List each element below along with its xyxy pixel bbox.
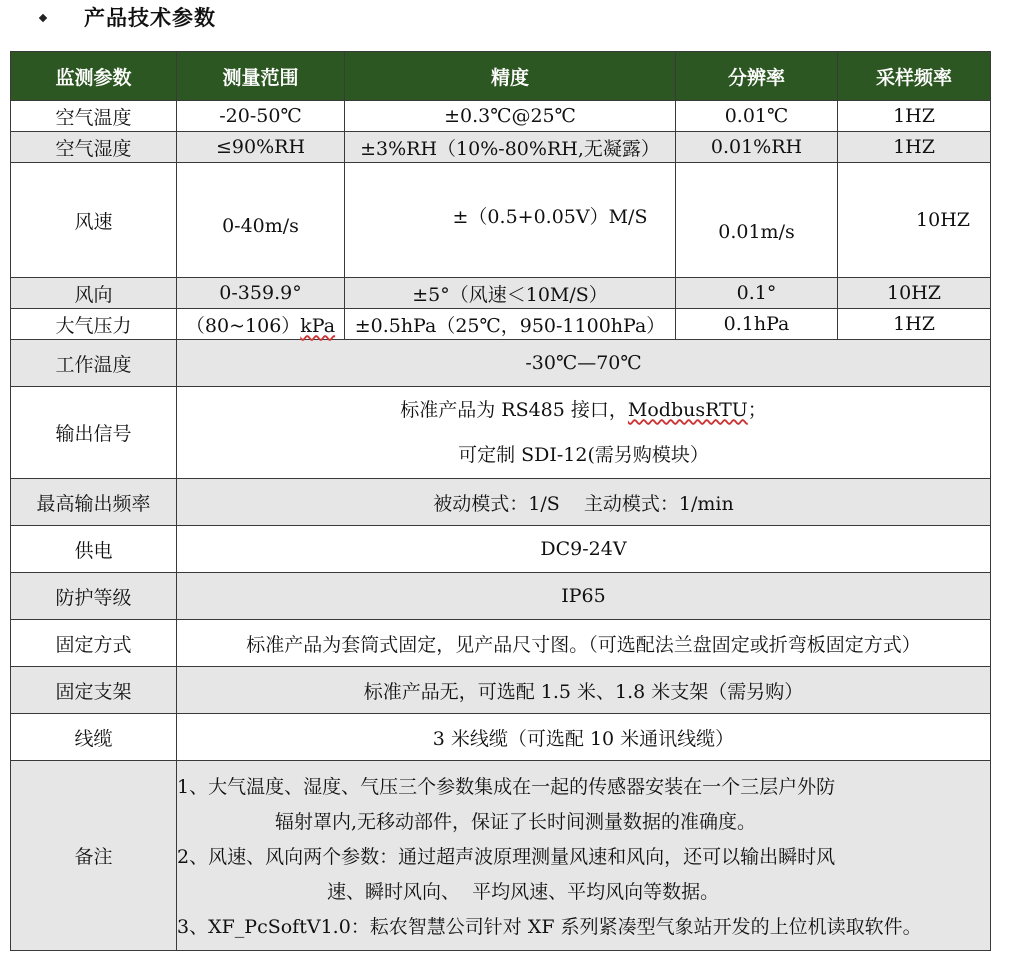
param-name: 风向 <box>11 278 177 309</box>
output-line-2: 可定制 SDI-12(需另购模块） <box>458 443 709 466</box>
table-row <box>11 620 991 667</box>
protection-label: 防护等级 <box>11 573 177 620</box>
sampling-cell: 1HZ <box>838 132 991 163</box>
range-cell <box>177 309 345 340</box>
mount-value: 标准产品为套筒式固定，见产品尺寸图。（可选配法兰盘固定或折弯板固定方式） <box>177 620 991 667</box>
sampling-cell: 10HZ <box>838 163 991 278</box>
range-cell: -20-50℃ <box>177 101 345 132</box>
range-cell: 0-40m/s <box>177 163 345 278</box>
accuracy-cell: ±3%RH（10%-80%RH,无凝露） <box>345 132 676 163</box>
accuracy-cell: ±0.3℃@25℃ <box>345 101 676 132</box>
diamond-bullet-icon <box>39 14 47 22</box>
cable-value: 3 米线缆（可选配 10 米通讯线缆） <box>177 714 991 761</box>
work-temp-value: -30℃—70℃ <box>177 340 991 387</box>
table-row <box>11 667 991 714</box>
param-name: 空气温度 <box>11 101 177 132</box>
mount-label: 固定方式 <box>11 620 177 667</box>
header-cell: 精度 <box>345 52 676 101</box>
sampling-cell: 1HZ <box>838 309 991 340</box>
output-line-1: 标准产品为 RS485 接口，ModbusRTU； <box>400 398 767 421</box>
note-1a: 1、大气温度、湿度、气压三个参数集成在一起的传感器安装在一个三层户外防 <box>177 776 836 798</box>
table-row <box>11 714 991 761</box>
table-row <box>11 163 991 278</box>
cable-label: 线缆 <box>11 714 177 761</box>
protection-value: IP65 <box>177 573 991 620</box>
bracket-value: 标准产品无，可选配 1.5 米、1.8 米支架（需另购） <box>177 667 991 714</box>
header-cell: 采样频率 <box>838 52 991 101</box>
range-cell: ≤90%RH <box>177 132 345 163</box>
note-3: 3、XF_PcSoftV1.0：耘农智慧公司针对 XF 系列紧凑型气象站开发的上位机读取软件。 <box>177 916 922 938</box>
resolution-cell: 0.1hPa <box>676 309 838 340</box>
protocol-name: ModbusRTU <box>627 398 748 421</box>
table-row <box>11 573 991 620</box>
table-row <box>11 479 991 526</box>
table-row <box>11 132 991 163</box>
resolution-cell: 0.01m/s <box>676 163 838 278</box>
param-name: 大气压力 <box>11 309 177 340</box>
table-row <box>11 761 991 951</box>
note-1b: 辐射罩内,无移动部件，保证了长时间测量数据的准确度。 <box>275 811 757 833</box>
notes-value <box>177 761 991 951</box>
table-header-row <box>11 52 991 101</box>
range-unit: kPa <box>300 314 336 337</box>
section-heading <box>40 0 216 34</box>
table-row <box>11 309 991 340</box>
header-cell: 测量范围 <box>177 52 345 101</box>
header-cell: 监测参数 <box>11 52 177 101</box>
accuracy-cell: ±0.5hPa（25℃，950-1100hPa） <box>345 309 676 340</box>
max-freq-label: 最高输出频率 <box>11 479 177 526</box>
output-label: 输出信号 <box>11 387 177 479</box>
note-2a: 2、风速、风向两个参数：通过超声波原理测量风速和风向，还可以输出瞬时风 <box>177 846 836 868</box>
sampling-cell: 1HZ <box>838 101 991 132</box>
resolution-cell: 0.01%RH <box>676 132 838 163</box>
table-row <box>11 278 991 309</box>
note-2b: 速、瞬时风向、 平均风速、平均风向等数据。 <box>327 881 720 903</box>
sampling-cell: 10HZ <box>838 278 991 309</box>
output-value <box>177 387 991 479</box>
max-freq-value: 被动模式：1/S 主动模式：1/min <box>177 479 991 526</box>
power-label: 供电 <box>11 526 177 573</box>
bracket-label: 固定支架 <box>11 667 177 714</box>
accuracy-cell: ±5°（风速＜10M/S） <box>345 278 676 309</box>
table-row <box>11 340 991 387</box>
notes-label: 备注 <box>11 761 177 951</box>
range-cell: 0-359.9° <box>177 278 345 309</box>
range-value: （80~106） <box>185 314 301 337</box>
table-row <box>11 387 991 479</box>
work-temp-label: 工作温度 <box>11 340 177 387</box>
table-row <box>11 526 991 573</box>
header-cell: 分辨率 <box>676 52 838 101</box>
power-value: DC9-24V <box>177 526 991 573</box>
param-name: 空气湿度 <box>11 132 177 163</box>
table-row <box>11 101 991 132</box>
section-title: 产品技术参数 <box>84 6 216 30</box>
resolution-cell: 0.01℃ <box>676 101 838 132</box>
accuracy-cell: ±（0.5+0.05V）M/S <box>345 163 676 278</box>
spec-table <box>10 51 991 951</box>
resolution-cell: 0.1° <box>676 278 838 309</box>
param-name: 风速 <box>11 163 177 278</box>
